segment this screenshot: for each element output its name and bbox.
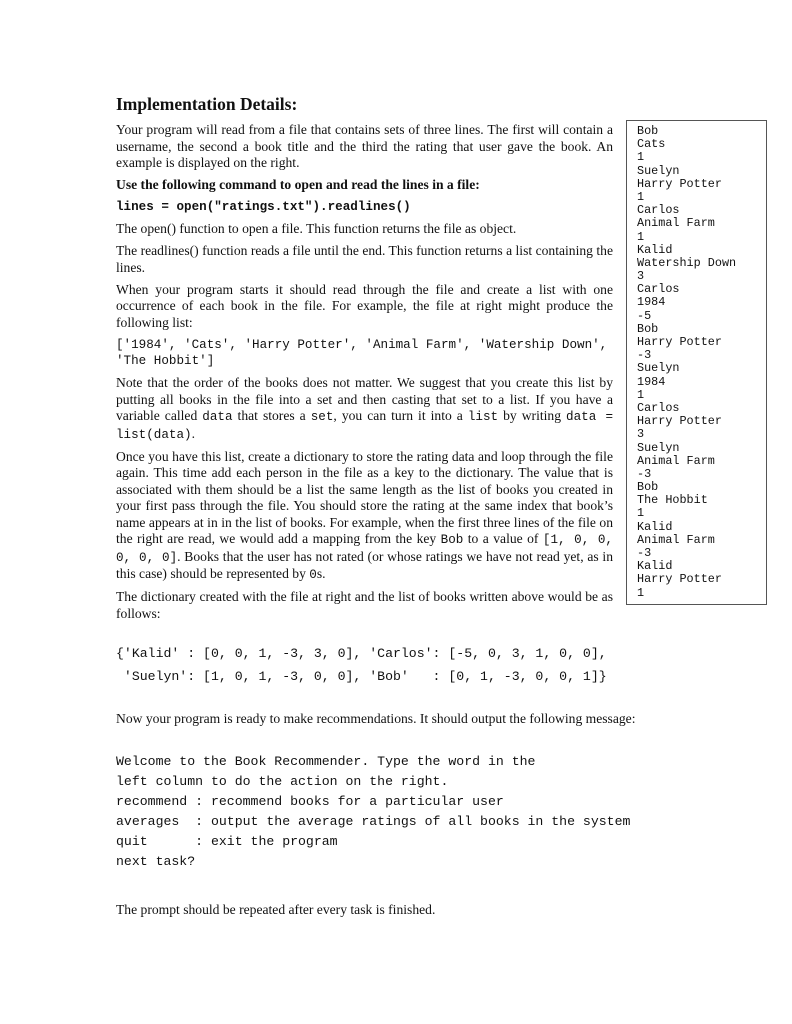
sample-file-line: Cats	[637, 137, 666, 152]
readlines-description: The readlines() function reads a file until the end. This function returns a list containing the lines.	[116, 243, 613, 275]
sample-file-line: 3	[637, 269, 645, 284]
sample-file-line: Carlos	[637, 282, 680, 297]
book-list-paragraph: When your program starts it should read through the file and create a list with one occurrence of each book in the file. For example, the file at right might produce the following list:	[116, 281, 613, 330]
menu-line: left column to do the action on the right.	[116, 774, 449, 789]
sample-file-line: 3	[637, 427, 645, 442]
command-instruction: Use the following command to open and read the lines in a file:	[116, 177, 480, 192]
sample-file-line: Animal Farm	[637, 532, 715, 547]
section-heading: Implementation Details:	[116, 94, 298, 114]
sample-file-line: Bob	[637, 321, 659, 336]
sample-file-line: Kalid	[637, 519, 673, 534]
sample-file-line: Harry Potter	[637, 176, 722, 191]
menu-line: Welcome to the Book Recommender. Type the word in the	[116, 754, 536, 769]
open-function-description: The open() function to open a file. This function returns the file as object.	[116, 221, 517, 236]
sample-file-line: Kalid	[637, 242, 673, 257]
open-command-code: lines = open("ratings.txt").readlines()	[116, 200, 411, 214]
sample-file-line: 1	[637, 506, 645, 521]
menu-line: recommend : recommend books for a particular user	[116, 794, 504, 809]
sample-file-line: Animal Farm	[637, 216, 715, 231]
sample-file-line: Suelyn	[637, 440, 680, 455]
menu-line: averages : output the average ratings of all books in the system	[116, 814, 631, 829]
dictionary-paragraph: Once you have this list, create a dictionary to store the rating data and loop through the file again. This time add each person in the file as a key to the dictionary. The value that is associated with them should be a list the same length as the list of books you created in your first pass through the file. You should store the rating at the same index that book’s name appears at in in the list of books. For example, when the first three lines of the file on the right are read, we would add a mapping from the key Bob to a value of [1, 0, 0, 0, 0, 0]. Books that the user has not rated (or whose ratings we have not read yet, as in this case) should be represented by 0s.	[116, 448, 613, 582]
sample-file-line: 1	[637, 150, 645, 165]
sample-file-line: -5	[637, 308, 652, 323]
sample-file-line: Carlos	[637, 203, 680, 218]
dictionary-intro: The dictionary created with the file at right and the list of books written above would be as follows:	[116, 589, 613, 621]
sample-file-line: Harry Potter	[637, 414, 722, 429]
sample-file-line: Kalid	[637, 559, 673, 574]
sample-file-line: Harry Potter	[637, 335, 722, 349]
sample-file-line: Suelyn	[637, 361, 680, 376]
sample-file-line: Suelyn	[637, 163, 680, 178]
sample-file-line: 1	[637, 229, 645, 244]
menu-line: quit : exit the program	[116, 834, 338, 849]
closing-note: The prompt should be repeated after every task is finished.	[116, 902, 436, 917]
sample-file-line: 1984	[637, 295, 666, 310]
book-list-code: ['1984', 'Cats', 'Harry Potter', 'Animal Farm', 'Watership Down', 'The Hobbit']	[116, 337, 608, 368]
sample-file-line: Carlos	[637, 400, 680, 415]
sample-file-line: -3	[637, 466, 652, 481]
dictionary-example: {'Kalid' : [0, 0, 1, -3, 3, 0], 'Carlos': [-5, 0, 3, 1, 0, 0], 'Suelyn': [1, 0, 1, -3, 0, 0], 'Bob' : [0, 1, -3, 0, 0, 1]}	[116, 646, 607, 684]
sample-file-line: Bob	[637, 124, 659, 138]
sample-file-line: Animal Farm	[637, 453, 715, 468]
set-to-list-paragraph: Note that the order of the books does not matter. We suggest that you create this list by putting all books in the file into a set and then casting that set to a list. If you have a variable called data that stores a set, you can turn it into a list by writing data = list(data).	[116, 375, 613, 442]
sample-ratings-file	[626, 120, 767, 605]
recommendation-intro: Now your program is ready to make recommendations. It should output the following message:	[116, 711, 636, 726]
sample-file-line: Watership Down	[637, 255, 737, 270]
sample-file-line: 1	[637, 189, 645, 204]
sample-file-line: The Hobbit	[637, 493, 708, 508]
menu-line: next task?	[116, 854, 196, 869]
sample-file-line: Harry Potter	[637, 572, 722, 587]
sample-file-line: Bob	[637, 480, 659, 495]
sample-file-line: 1	[637, 585, 645, 600]
sample-file-line: -3	[637, 546, 652, 560]
sample-file-line: 1984	[637, 374, 666, 389]
sample-file-line: -3	[637, 348, 652, 363]
welcome-menu-output	[116, 752, 630, 872]
body-text-column	[116, 122, 613, 628]
intro-paragraph: Your program will read from a file that contains sets of three lines. The first will contain a username, the second a book title and the third the rating that user gave the book. An example is displayed on the right.	[116, 122, 613, 170]
sample-file-line: 1	[637, 387, 645, 402]
